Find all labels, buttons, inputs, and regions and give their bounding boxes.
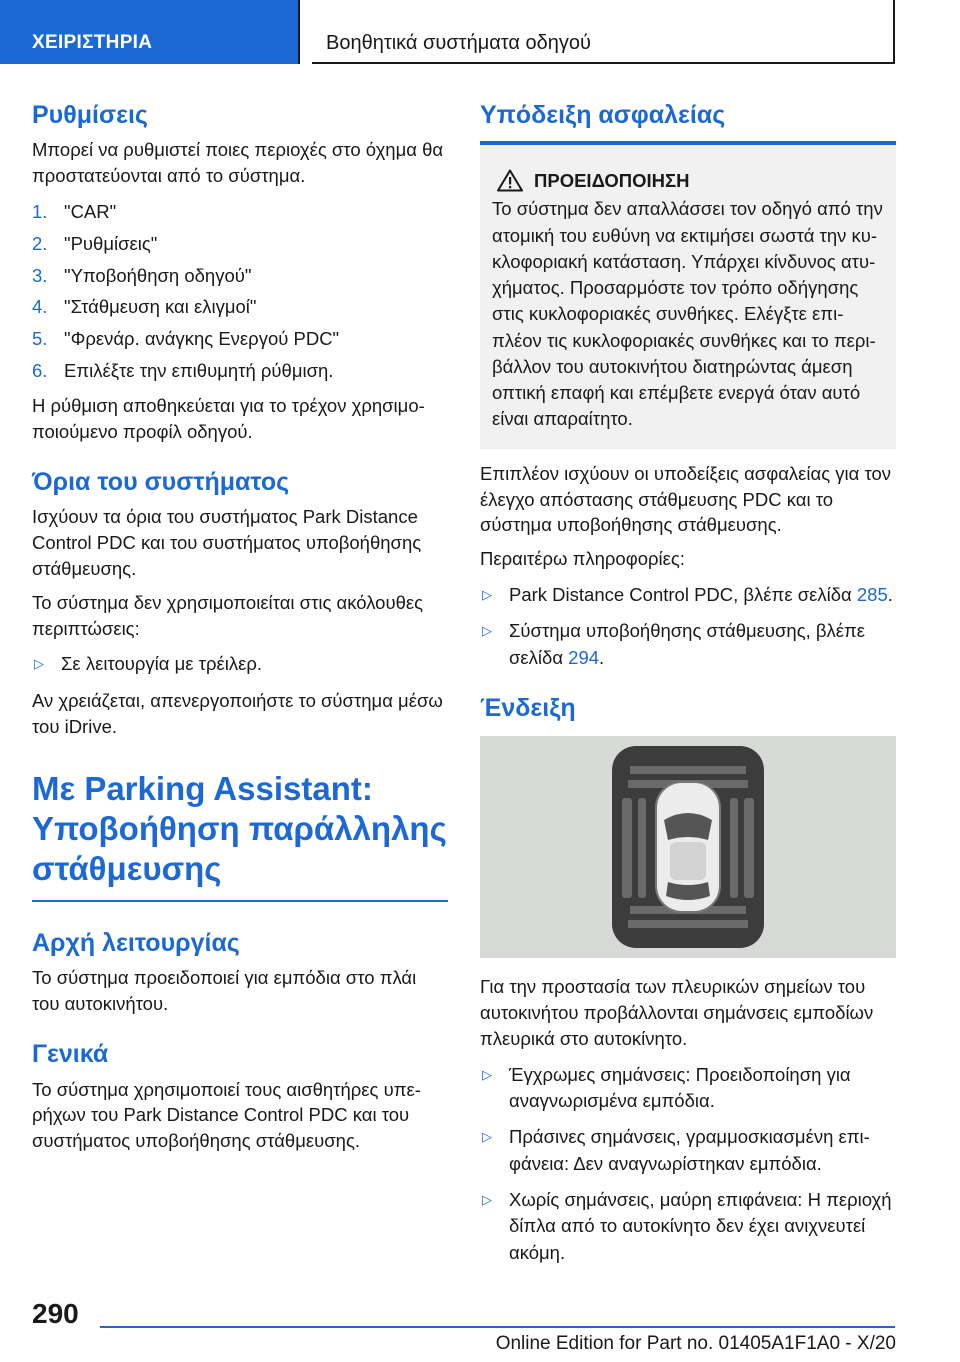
list-item: ▷ Park Distance Control PDC, βλέπε σελίδα 285. [480, 582, 896, 608]
warning-box [480, 145, 896, 448]
step-item: 5. "Φρενάρ. ανάγκης Ενεργού PDC" [32, 328, 340, 350]
principle-text: Το σύστημα προειδοποιεί για εμπόδια στο πλάι του αυτοκινήτου. [32, 967, 417, 1015]
chapter-title: Βοηθητικά συστήματα οδηγού [312, 0, 895, 64]
section-rule [32, 900, 448, 902]
page-number: 290 [32, 1298, 79, 1329]
header-divider [298, 0, 312, 64]
list-item: ▷ Έγχρωμες σημάνσεις: Προειδοποίηση για αναγνωρισμένα εμπόδια. [480, 1062, 896, 1115]
edition-note: Online Edition for Part no. 01405A1F1A0 - X/20 [495, 1333, 896, 1354]
list-item: ▷ Πράσινες σημάνσεις, γραμμοσκιασμένη επιφάνεια: Δεν αναγνωρίστηκαν εμπόδια. [480, 1124, 896, 1177]
right-column [480, 100, 896, 1276]
limits-heading: Όρια του συστήματος [32, 467, 290, 496]
warning-label: ΠΡΟΕΙΔΟΠΟΙΗΣΗ [534, 169, 690, 191]
step-item: 2. "Ρυθμίσεις" [32, 232, 158, 254]
general-heading: Γενικά [32, 1040, 109, 1069]
triangle-bullet-icon: ▷ [482, 1191, 492, 1207]
safety-heading: Υπόδειξη ασφαλείας [480, 101, 726, 129]
step-item: 6. Επιλέξτε την επιθυμητή ρύθμιση. [32, 360, 334, 382]
list-item: ▷ Χωρίς σημάνσεις, μαύρη επιφάνεια: Η περιοχή δίπλα από το αυτοκίνητο δεν έχει ανιχνευτεί ακόμη. [480, 1187, 896, 1266]
triangle-bullet-icon: ▷ [34, 656, 44, 672]
car-top-view-illustration [480, 736, 896, 958]
limits-p1: Ισχύουν τα όρια του συστήματος Park Distance Control PDC και του συστήματος υποβοήθησης στάθμευσης. [32, 505, 422, 579]
chapter-tab: ΧΕΙΡΙΣΤΗΡΙΑ [0, 0, 298, 64]
page-link-294[interactable]: 294 [568, 646, 600, 668]
settings-intro: Μπορεί να ρυθμιστεί ποιες περιοχές στο όχημα θα προστατεύονται από το σύστημα. [32, 139, 444, 187]
left-column [32, 100, 448, 1162]
general-text: Το σύστημα χρησιμοποιεί τους αισθητήρες υπερήχων του Park Distance Control PDC και του συστήματος υποβοήθησης στάθμευσης. [32, 1078, 421, 1152]
list-item: ▷ Σύστημα υποβοήθησης στάθμευσης, βλέπε σελίδα 294. [480, 618, 896, 671]
page-link-285[interactable]: 285 [856, 584, 888, 606]
display-list [480, 1062, 896, 1266]
limits-p2: Το σύστημα δεν χρησιμοποιείται στις ακόλουθες περιπτώσεις: [32, 591, 424, 639]
list-item: ▷ Σε λειτουργία με τρέιλερ. [32, 651, 448, 677]
limits-p3: Αν χρειάζεται, απενεργοποιήστε το σύστημα μέσω του iDrive. [32, 689, 443, 737]
warning-header [486, 169, 886, 192]
triangle-bullet-icon: ▷ [482, 587, 492, 603]
step-item: 4. "Στάθμευση και ελιγμοί" [32, 296, 257, 318]
display-heading: Ένδειξη [480, 694, 576, 722]
settings-heading: Ρυθμίσεις [32, 101, 148, 129]
footer-rule [100, 1326, 895, 1328]
warning-triangle-icon [486, 169, 534, 192]
limits-list [32, 651, 448, 677]
section-title: Με Parking Assistant: Υποβοήθηση παράλληλης στάθμευσης [32, 770, 447, 887]
warning-text: Το σύστημα δεν απαλλάσσει τον οδηγό από την ατομική του ευθύνη να εκτιμήσει σωστά την κυκλοφοριακή κατάσταση. Υπάρχει κίνδυνος ατυχήματος. Προσαρμόστε τον τρόπο οδήγησης στις κυκλοφοριακές συνθήκες. Ελέγξτε επιπλέον τις κυκλοφοριακές συνθήκες και το περιβάλλον του αυτοκινήτου διατηρώντας άμεση οπτική επαφή και επέμβετε ενεργά όταν αυτό είναι απαραίτητο. [492, 198, 883, 430]
settings-steps [32, 199, 448, 385]
step-item: 1. "CAR" [32, 201, 117, 223]
step-item: 3. "Υποβοήθηση οδηγού" [32, 264, 252, 286]
triangle-bullet-icon: ▷ [482, 1129, 492, 1145]
display-text: Για την προστασία των πλευρικών σημείων του αυτοκινήτου προβάλλονται σημάνσεις εμποδίων πλευρικά στο αυτοκίνητο. [480, 976, 874, 1050]
settings-outro: Η ρύθμιση αποθηκεύεται για το τρέχον χρησιμοποιούμενο προφίλ οδηγού. [32, 394, 425, 442]
safety-p1: Επιπλέον ισχύουν οι υποδείξεις ασφαλείας για τον έλεγχο απόστασης στάθμευσης PDC και το σύστημα υποβοήθησης στάθμευσης. [480, 462, 892, 536]
triangle-bullet-icon: ▷ [482, 1066, 492, 1082]
principle-heading: Αρχή λειτουργίας [32, 929, 240, 958]
safety-p2: Περαιτέρω πληροφορίες: [480, 548, 685, 570]
triangle-bullet-icon: ▷ [482, 623, 492, 639]
info-list [480, 582, 896, 671]
